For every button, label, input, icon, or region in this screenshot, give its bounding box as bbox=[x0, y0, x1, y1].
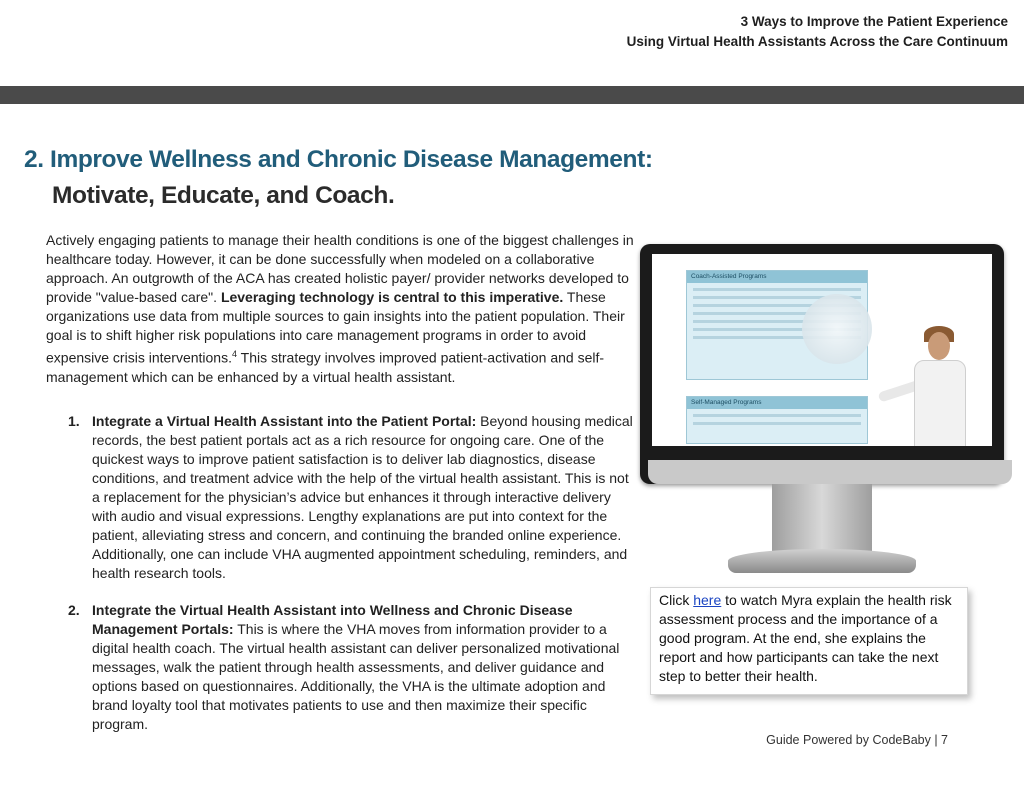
section-heading: 2. Improve Wellness and Chronic Disease Management: bbox=[24, 146, 653, 173]
list-item-title: Integrate the Virtual Health Assistant into Wellness and Chronic Disease Management Portals: bbox=[92, 602, 573, 637]
intro-text-1: Actively engaging patients to manage their health conditions is one of the biggest challenges in healthcare today. However, it can be done successfully when modeled on a collaborative approach. An outgrowth of the ACA has created holistic payer/ provider networks developed to provide "value-based care". bbox=[46, 232, 634, 305]
caption-prefix: Click bbox=[659, 592, 694, 608]
list-item bbox=[68, 412, 634, 583]
intro-bold: Leveraging technology is central to this imperative. bbox=[220, 289, 564, 305]
list-item bbox=[68, 601, 634, 734]
strategy-list bbox=[68, 412, 634, 752]
monitor-chin bbox=[648, 460, 1012, 484]
monitor-neck bbox=[772, 484, 872, 554]
header-band bbox=[0, 86, 1024, 104]
monitor-bezel bbox=[640, 244, 1004, 484]
footnote-marker: 4 bbox=[231, 349, 237, 359]
video-link[interactable]: here bbox=[693, 592, 722, 608]
self-managed-panel bbox=[686, 396, 868, 444]
monitor-screen bbox=[652, 254, 992, 446]
intro-text-3: This strategy involves improved patient-activation and self-management which can be enhanced by a virtual health assistant. bbox=[46, 349, 605, 385]
avatar-head bbox=[928, 332, 950, 360]
page-footer: Guide Powered by CodeBaby | 7 bbox=[766, 733, 948, 747]
video-caption-box bbox=[650, 587, 968, 695]
intro-text-2: These organizations use data from multiple sources to gain insights into the patient population. Their goal is to shift higher risk populations into care management programs in order to avoid expensive crisis interventions. bbox=[46, 289, 625, 366]
list-item-number: 2. bbox=[68, 602, 80, 618]
header-subtitle: Using Virtual Health Assistants Across the Care Continuum bbox=[626, 34, 1008, 49]
avatar-coat bbox=[914, 360, 966, 446]
list-item-number: 1. bbox=[68, 413, 80, 429]
intro-paragraph bbox=[46, 231, 634, 387]
caption-text: to watch Myra explain the health risk assessment process and the importance of a good program. At the end, she explains the report and how participants can take the next step to better their health. bbox=[659, 592, 952, 684]
document-header bbox=[627, 12, 1008, 52]
panel-title: Coach-Assisted Programs bbox=[687, 271, 867, 283]
monitor-illustration bbox=[632, 244, 1022, 589]
header-title: 3 Ways to Improve the Patient Experience bbox=[740, 14, 1008, 29]
panel-title: Self-Managed Programs bbox=[687, 397, 867, 409]
list-item-body: This is where the VHA moves from information provider to a digital health coach. The virtual health assistant can deliver personalized motivational messages, walk the patient through health assessments, and deliver guidance and options based on questionnaires. Additionally, the VHA is the ultimate adoption and brand loyalty tool that motivates patients to use and then maximize their specific program. bbox=[92, 621, 620, 732]
list-item-title: Integrate a Virtual Health Assistant into the Patient Portal: bbox=[92, 413, 477, 429]
section-subheading: Motivate, Educate, and Coach. bbox=[52, 182, 395, 209]
monitor-stand bbox=[728, 549, 916, 573]
list-item-body: Beyond housing medical records, the best patient portals act as a rich resource for ongoing care. One of the quickest ways to improve patient satisfaction is to deliver lab diagnostics, disease conditions, and treatment advice with the help of the virtual health assistant. This is not a replacement for the physician’s advice but enhances it through interactive delivery with audio and visual expressions. Lengthy explanations are put into context for the patient, alleviating stress and concern, and continuing the branded online experience. Additionally, one can include VHA augmented appointment scheduling, reminders, and health research tools. bbox=[92, 413, 633, 581]
headset-graphic bbox=[802, 294, 872, 364]
